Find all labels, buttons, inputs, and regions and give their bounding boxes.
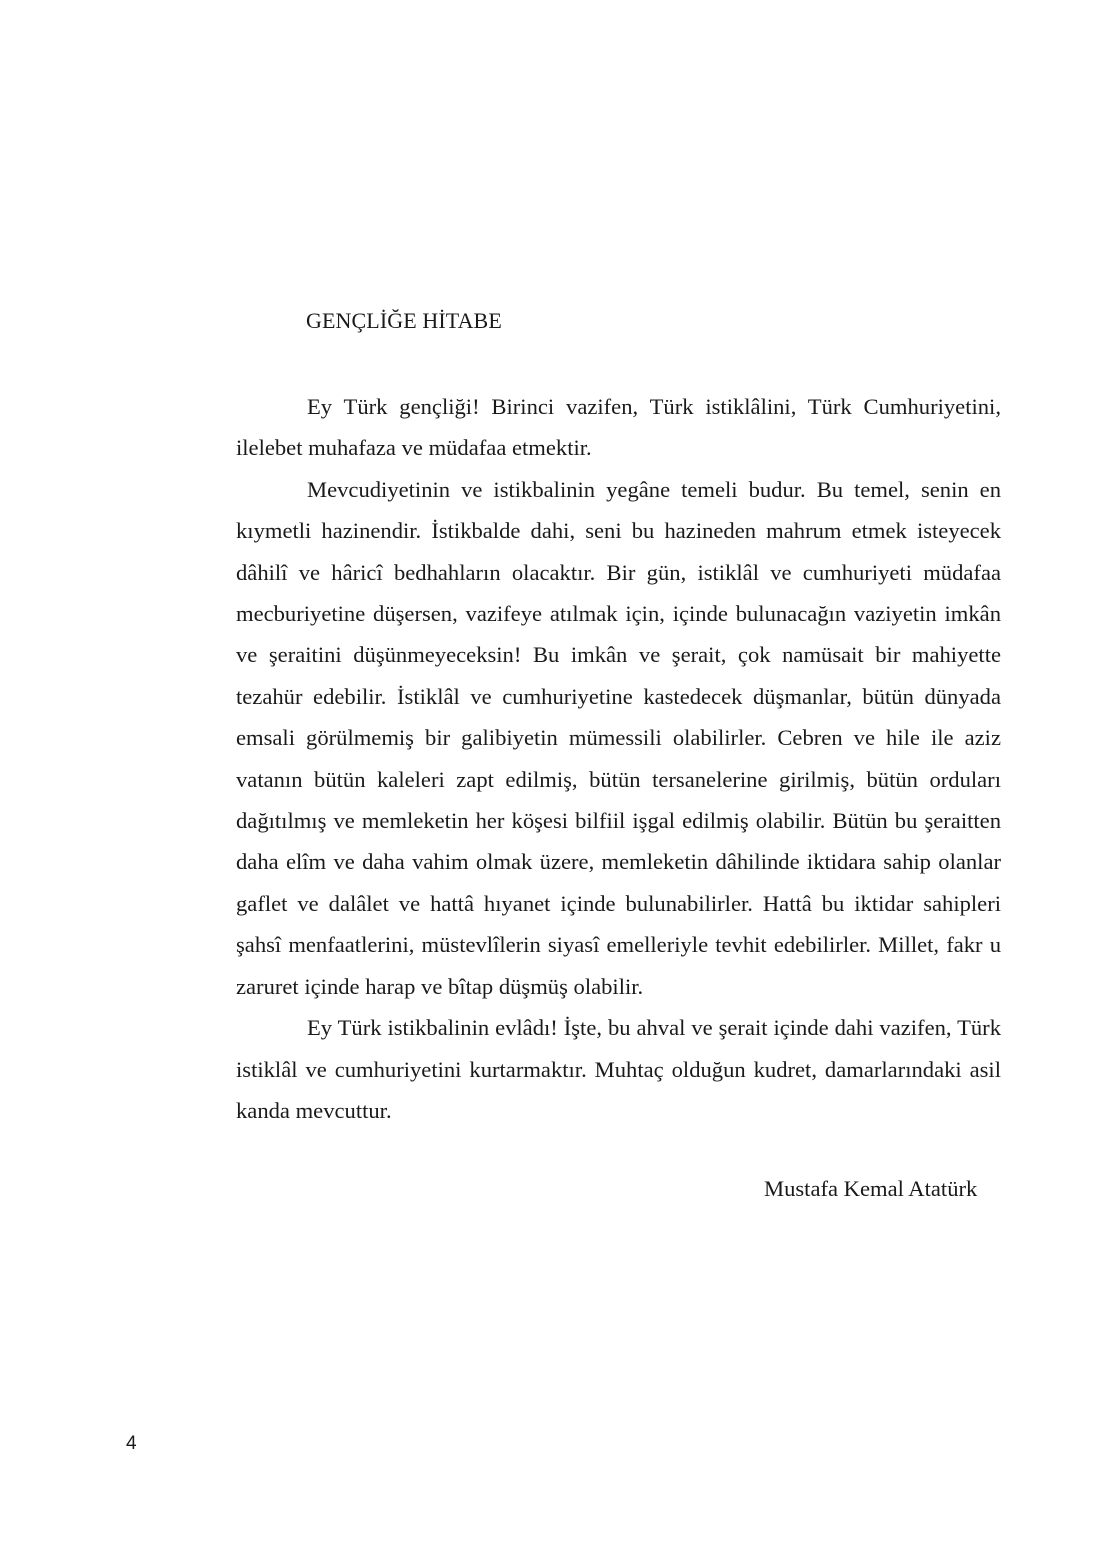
page-title: GENÇLİĞE HİTABE <box>306 308 502 333</box>
author-signature: Mustafa Kemal Atatürk <box>764 1176 978 1201</box>
paragraph: Mevcudiyetinin ve istikbalinin yegâne temeli budur. Bu temel, senin en kıymetli hazinendir. İstikbalde dahi, seni bu hazineden mahrum etmek isteyecek dâhilî ve hâricî bedhahların olacaktır. Bir gün, istiklâl ve cumhuriyeti müdafaa mecburiyetine düşersen, vazifeye atılmak için, içinde bulunacağın vaziyetin imkân ve şeraitini düşünmeyeceksin! Bu imkân ve şerait, çok namüsait bir mahiyette tezahür edebilir. İstiklâl ve cumhuriyetine kastedecek düşmanlar, bütün dünyada emsali görülmemiş bir galibiyetin mümessili olabilirler. Cebren ve hile ile aziz vatanın bütün kaleleri zapt edilmiş, bütün tersanelerine girilmiş, bütün orduları dağıtılmış ve memleketin her köşesi bilfiil işgal edilmiş olabilir. Bütün bu şeraitten daha elîm ve daha vahim olmak üzere, memleketin dâhilinde iktidara sahip olanlar gaflet ve dalâlet ve hattâ hıyanet içinde bulunabilirler. Hattâ bu iktidar sahipleri şahsî menfaatlerini, müstevlîlerin siyasî emelleriyle tevhit edebilirler. Millet, fakr u zaruret içinde harap ve bîtap düşmüş olabilir. <box>236 476 1001 999</box>
paragraph: Ey Türk istikbalinin evlâdı! İşte, bu ahval ve şerait içinde dahi vazifen, Türk istiklâl ve cumhuriyetini kurtarmaktır. Muhtaç olduğun kudret, damarlarındaki asil kanda mevcuttur. <box>236 1015 1001 1123</box>
speech-body <box>236 386 1001 1131</box>
paragraph: Ey Türk gençliği! Birinci vazifen, Türk istiklâlini, Türk Cumhuriyetini, ilelebet muhafaza ve müdafaa etmektir. <box>236 394 1001 461</box>
page-number: 4 <box>126 1433 137 1454</box>
